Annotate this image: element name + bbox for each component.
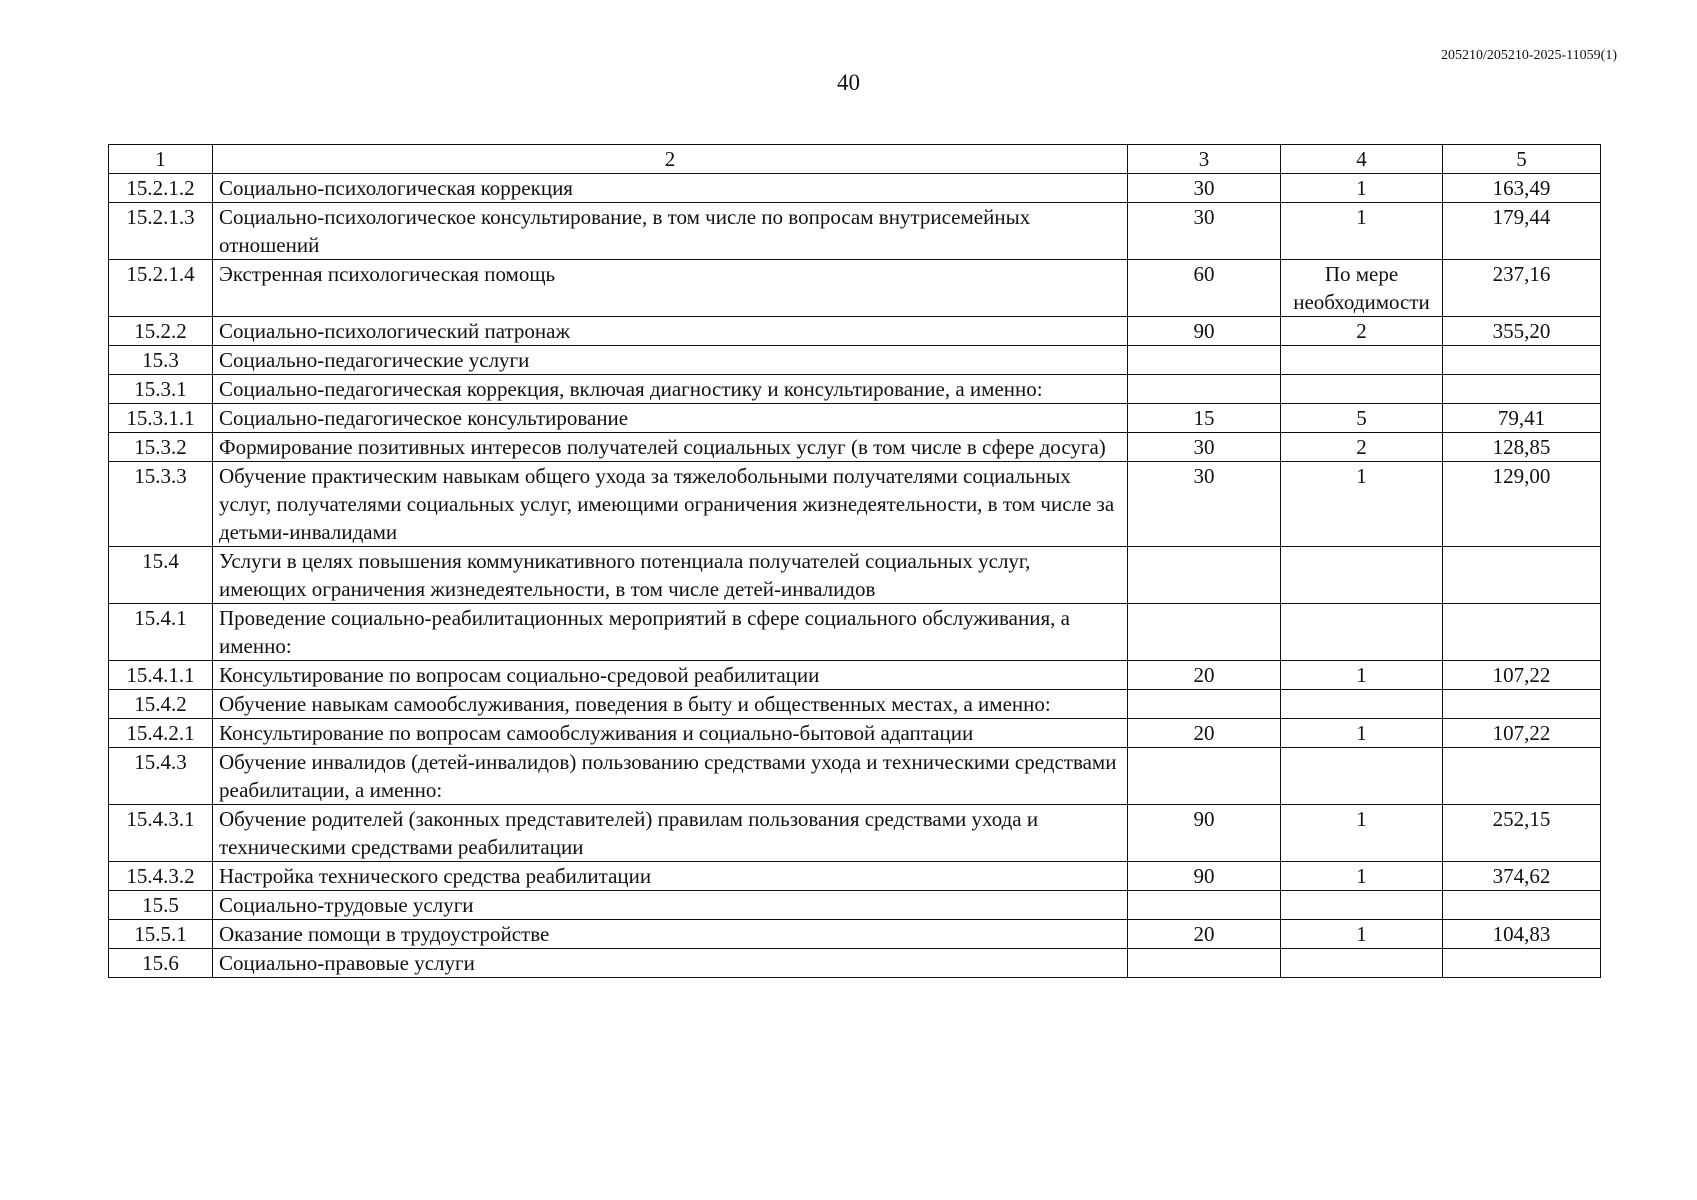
service-description-cell: Социально-психологическая коррекция: [213, 174, 1128, 203]
col4-value-cell: 2: [1281, 317, 1443, 346]
col4-value-cell: 1: [1281, 174, 1443, 203]
service-description-cell: Социально-педагогические услуги: [213, 346, 1128, 375]
col3-value-cell: [1128, 949, 1281, 978]
row-number-cell: 15.4.3.2: [109, 862, 213, 891]
service-description-cell: Социально-трудовые услуги: [213, 891, 1128, 920]
col5-value-cell: 128,85: [1443, 433, 1601, 462]
col3-value-cell: 30: [1128, 203, 1281, 260]
service-description-cell: Настройка технического средства реабилитации: [213, 862, 1128, 891]
col3-value-cell: [1128, 748, 1281, 805]
col4-value-cell: 1: [1281, 920, 1443, 949]
col4-value-cell: [1281, 346, 1443, 375]
col5-value-cell: [1443, 891, 1601, 920]
col3-value-cell: 15: [1128, 404, 1281, 433]
col5-value-cell: [1443, 748, 1601, 805]
table-row: [109, 690, 1601, 719]
col3-value-cell: 90: [1128, 805, 1281, 862]
col5-value-cell: 104,83: [1443, 920, 1601, 949]
col5-value-cell: [1443, 604, 1601, 661]
header-col-5: 5: [1443, 145, 1601, 174]
table-row: [109, 862, 1601, 891]
col5-value-cell: 355,20: [1443, 317, 1601, 346]
header-col-4: 4: [1281, 145, 1443, 174]
service-description-cell: Проведение социально-реабилитационных мероприятий в сфере социального обслуживания, а именно:: [213, 604, 1128, 661]
header-col-1: 1: [109, 145, 213, 174]
col4-value-cell: 5: [1281, 404, 1443, 433]
row-number-cell: 15.2.1.2: [109, 174, 213, 203]
header-col-2: 2: [213, 145, 1128, 174]
col4-value-cell: [1281, 604, 1443, 661]
col4-value-cell: [1281, 949, 1443, 978]
col5-value-cell: 179,44: [1443, 203, 1601, 260]
row-number-cell: 15.3.1: [109, 375, 213, 404]
row-number-cell: 15.2.1.4: [109, 260, 213, 317]
col3-value-cell: 20: [1128, 719, 1281, 748]
col4-value-cell: [1281, 748, 1443, 805]
row-number-cell: 15.4.2: [109, 690, 213, 719]
col3-value-cell: 30: [1128, 462, 1281, 547]
table-row: [109, 949, 1601, 978]
col4-value-cell: 1: [1281, 661, 1443, 690]
document-id: 205210/205210-2025-11059(1): [1440, 48, 1617, 63]
service-description-cell: Экстренная психологическая помощь: [213, 260, 1128, 317]
service-description-cell: Социально-правовые услуги: [213, 949, 1128, 978]
col4-value-cell: [1281, 547, 1443, 604]
col5-value-cell: [1443, 346, 1601, 375]
col3-value-cell: [1128, 346, 1281, 375]
table-row: [109, 719, 1601, 748]
service-description-cell: Обучение практическим навыкам общего ухода за тяжелобольными получателями социальных услуг, получателями социальных услуг, имеющими ограничения жизнедеятельности, в том числе за детьми-инвалидами: [213, 462, 1128, 547]
col5-value-cell: [1443, 375, 1601, 404]
col4-value-cell: 1: [1281, 203, 1443, 260]
service-description-cell: Обучение родителей (законных представителей) правилам пользования средствами ухода и техническими средствами реабилитации: [213, 805, 1128, 862]
table-row: [109, 433, 1601, 462]
col4-value-cell: По мере необходимости: [1281, 260, 1443, 317]
col5-value-cell: 79,41: [1443, 404, 1601, 433]
row-number-cell: 15.4.3: [109, 748, 213, 805]
table-header-row: [109, 145, 1601, 174]
col3-value-cell: 60: [1128, 260, 1281, 317]
col3-value-cell: [1128, 604, 1281, 661]
row-number-cell: 15.3: [109, 346, 213, 375]
row-number-cell: 15.5: [109, 891, 213, 920]
col3-value-cell: 90: [1128, 317, 1281, 346]
row-number-cell: 15.3.3: [109, 462, 213, 547]
col4-value-cell: [1281, 375, 1443, 404]
col5-value-cell: 374,62: [1443, 862, 1601, 891]
table-row: [109, 920, 1601, 949]
col5-value-cell: [1443, 690, 1601, 719]
header-col-3: 3: [1128, 145, 1281, 174]
col3-value-cell: [1128, 690, 1281, 719]
table-row: [109, 174, 1601, 203]
service-description-cell: Консультирование по вопросам самообслуживания и социально-бытовой адаптации: [213, 719, 1128, 748]
service-description-cell: Оказание помощи в трудоустройстве: [213, 920, 1128, 949]
col4-value-cell: 1: [1281, 862, 1443, 891]
col4-value-cell: 2: [1281, 433, 1443, 462]
col5-value-cell: 107,22: [1443, 661, 1601, 690]
col3-value-cell: 20: [1128, 661, 1281, 690]
row-number-cell: 15.5.1: [109, 920, 213, 949]
table-row: [109, 462, 1601, 547]
service-description-cell: Консультирование по вопросам социально-средовой реабилитации: [213, 661, 1128, 690]
service-description-cell: Социально-педагогическая коррекция, включая диагностику и консультирование, а именно:: [213, 375, 1128, 404]
row-number-cell: 15.2.1.3: [109, 203, 213, 260]
col5-value-cell: [1443, 949, 1601, 978]
row-number-cell: 15.6: [109, 949, 213, 978]
service-description-cell: Социально-психологический патронаж: [213, 317, 1128, 346]
table-row: [109, 375, 1601, 404]
row-number-cell: 15.4.1.1: [109, 661, 213, 690]
col5-value-cell: 252,15: [1443, 805, 1601, 862]
row-number-cell: 15.2.2: [109, 317, 213, 346]
service-description-cell: Обучение навыкам самообслуживания, поведения в быту и общественных местах, а именно:: [213, 690, 1128, 719]
col3-value-cell: 90: [1128, 862, 1281, 891]
table-row: [109, 604, 1601, 661]
table-row: [109, 260, 1601, 317]
col5-value-cell: 237,16: [1443, 260, 1601, 317]
row-number-cell: 15.3.2: [109, 433, 213, 462]
services-table: [108, 144, 1601, 978]
table-row: [109, 203, 1601, 260]
col3-value-cell: [1128, 547, 1281, 604]
col5-value-cell: 129,00: [1443, 462, 1601, 547]
row-number-cell: 15.4.2.1: [109, 719, 213, 748]
table-row: [109, 891, 1601, 920]
service-description-cell: Услуги в целях повышения коммуникативного потенциала получателей социальных услуг, имеющих ограничения жизнедеятельности, в том числе детей-инвалидов: [213, 547, 1128, 604]
col4-value-cell: [1281, 690, 1443, 719]
service-description-cell: Социально-педагогическое консультирование: [213, 404, 1128, 433]
col4-value-cell: 1: [1281, 462, 1443, 547]
table-row: [109, 346, 1601, 375]
table-body: [109, 174, 1601, 978]
row-number-cell: 15.3.1.1: [109, 404, 213, 433]
service-description-cell: Формирование позитивных интересов получателей социальных услуг (в том числе в сфере досуга): [213, 433, 1128, 462]
col3-value-cell: 30: [1128, 433, 1281, 462]
table-row: [109, 661, 1601, 690]
col4-value-cell: [1281, 891, 1443, 920]
row-number-cell: 15.4.1: [109, 604, 213, 661]
col5-value-cell: [1443, 547, 1601, 604]
col5-value-cell: 107,22: [1443, 719, 1601, 748]
row-number-cell: 15.4.3.1: [109, 805, 213, 862]
col3-value-cell: [1128, 891, 1281, 920]
row-number-cell: 15.4: [109, 547, 213, 604]
col3-value-cell: 20: [1128, 920, 1281, 949]
table-row: [109, 805, 1601, 862]
col4-value-cell: 1: [1281, 805, 1443, 862]
table-row: [109, 547, 1601, 604]
table-row: [109, 404, 1601, 433]
page-number: 40: [837, 70, 860, 95]
col4-value-cell: 1: [1281, 719, 1443, 748]
table-row: [109, 317, 1601, 346]
col3-value-cell: [1128, 375, 1281, 404]
col5-value-cell: 163,49: [1443, 174, 1601, 203]
service-description-cell: Обучение инвалидов (детей-инвалидов) пользованию средствами ухода и техническими средствами реабилитации, а именно:: [213, 748, 1128, 805]
service-description-cell: Социально-психологическое консультирование, в том числе по вопросам внутрисемейных отношений: [213, 203, 1128, 260]
col3-value-cell: 30: [1128, 174, 1281, 203]
table-row: [109, 748, 1601, 805]
